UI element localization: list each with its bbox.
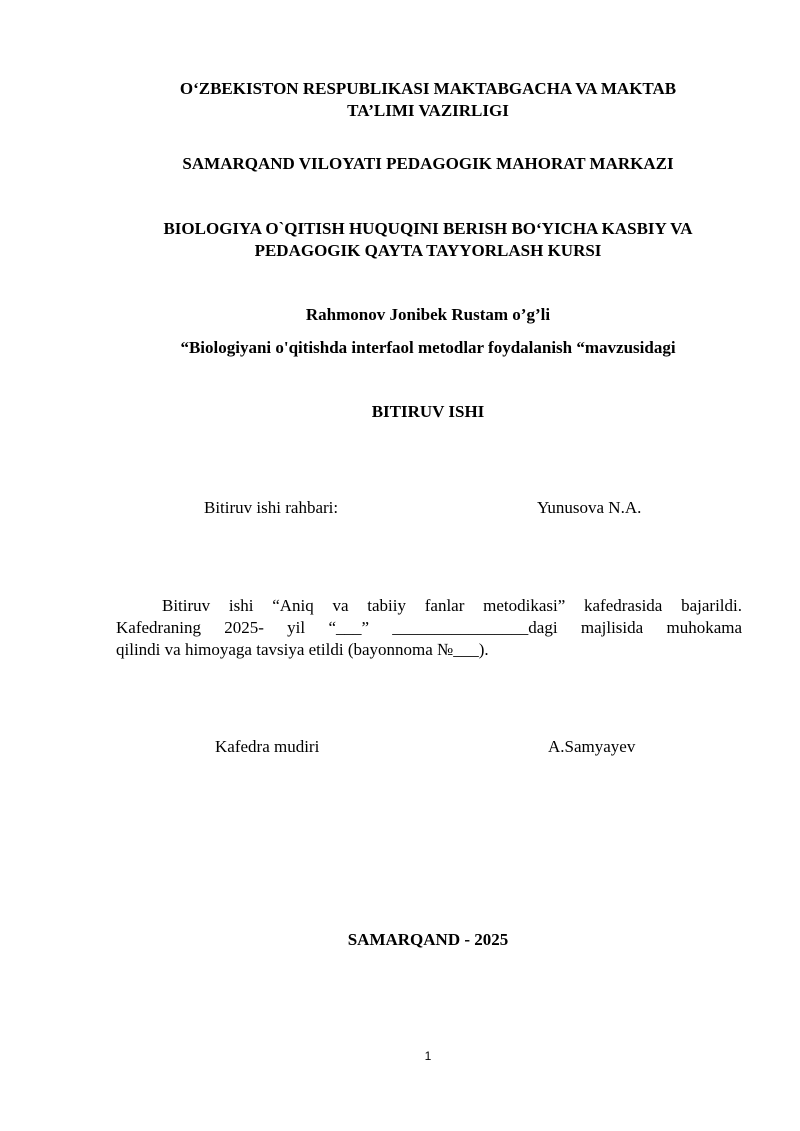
page-number: 1 xyxy=(424,1049,432,1063)
course-line-1: BIOLOGIYA O`QITISH HUQUQINI BERISH BO‘YICHA KASBIY VA xyxy=(163,219,693,238)
supervisor-name: Yunusova N.A. xyxy=(537,498,642,517)
department-head-label: Kafedra mudiri xyxy=(215,737,320,756)
document-type: BITIRUV ISHI xyxy=(371,402,485,421)
course-line-2: PEDAGOGIK QAYTA TAYYORLASH KURSI xyxy=(254,241,602,260)
approval-line-1: Bitiruv ishi “Aniq va tabiiy fanlar metodikasi” kafedrasida bajarildi. xyxy=(162,596,742,615)
approval-line-2 xyxy=(116,617,742,639)
city-year: SAMARQAND - 2025 xyxy=(347,930,509,949)
approval-line-2-end: “___” ________________dagi majlisida muhokama xyxy=(328,618,743,637)
course-heading xyxy=(0,218,800,262)
approval-line-3: qilindi va himoyaga tavsiya etildi (bayonnoma №___). xyxy=(116,640,489,659)
center-heading: SAMARQAND VILOYATI PEDAGOGIK MAHORAT MARKAZI xyxy=(182,154,674,173)
ministry-line-2: TA’LIMI VAZIRLIGI xyxy=(347,101,509,120)
supervisor-label: Bitiruv ishi rahbari: xyxy=(204,498,339,517)
ministry-heading xyxy=(0,78,800,122)
author-name: Rahmonov Jonibek Rustam o’g’li xyxy=(305,305,551,324)
department-head-name: A.Samyayev xyxy=(548,737,636,756)
approval-line-2-start: Kafedraning 2025- yil xyxy=(116,618,306,637)
approval-paragraph xyxy=(116,595,742,661)
thesis-topic: “Biologiyani o'qitishda interfaol metodlar foydalanish “mavzusidagi xyxy=(180,338,676,357)
ministry-line-1: O‘ZBEKISTON RESPUBLIKASI MAKTABGACHA VA MAKTAB xyxy=(179,79,677,98)
